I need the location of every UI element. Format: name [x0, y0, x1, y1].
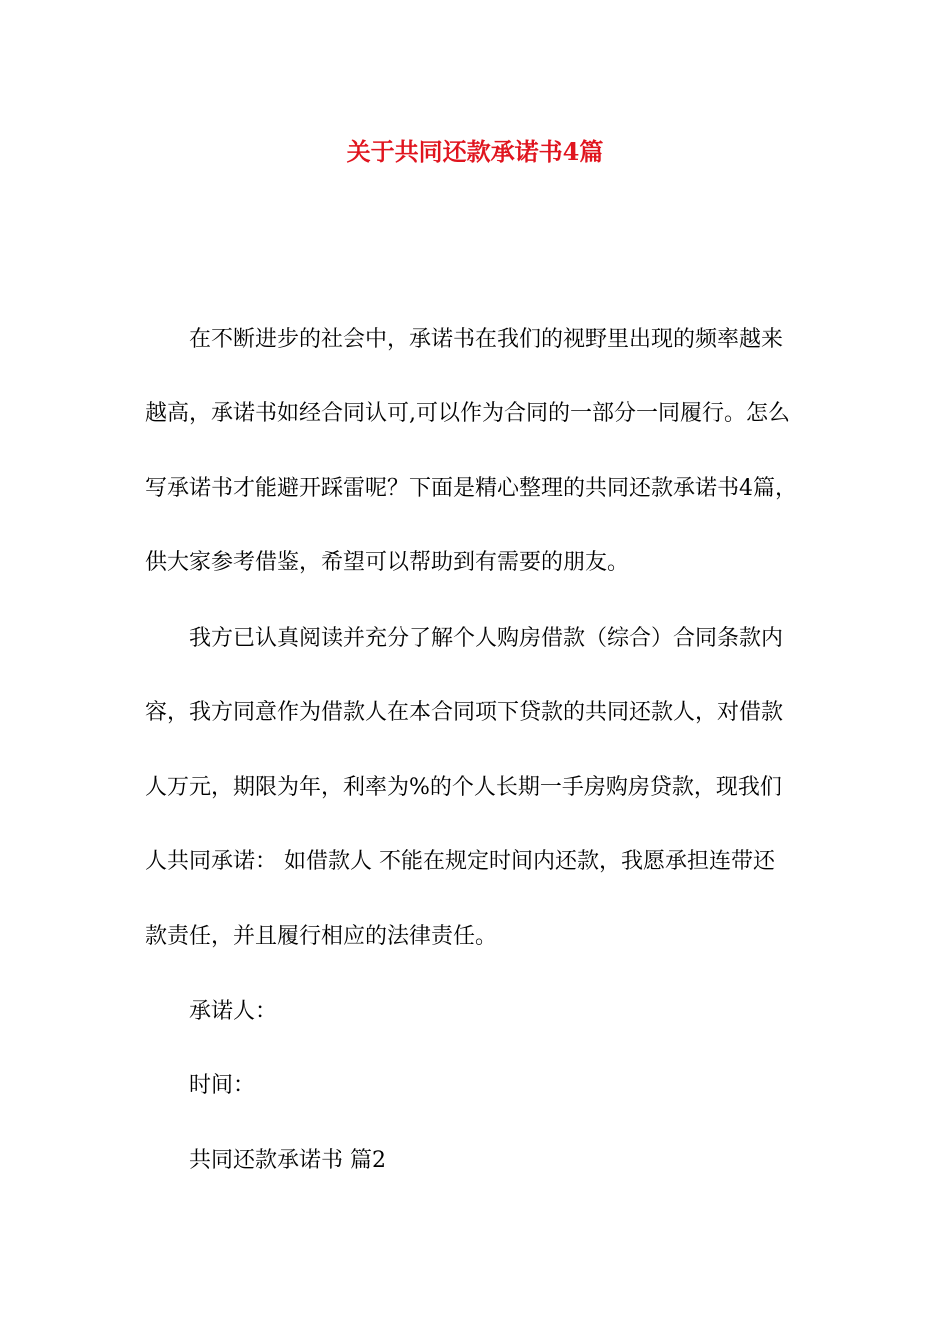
paragraph-line: 人共同承诺： 如借款人 不能在规定时间内还款，我愿承担连带还 — [145, 849, 775, 874]
paragraph-line: 我方已认真阅读并充分了解个人购房借款（综合）合同条款内 — [189, 626, 784, 651]
paragraph-line: 人万元，期限为年，利率为%的个人长期一手房购房贷款，现我们 — [145, 775, 782, 800]
paragraph-line: 在不断进步的社会中，承诺书在我们的视野里出现的频率越来 — [189, 327, 784, 352]
paragraph-line: 供大家参考借鉴，希望可以帮助到有需要的朋友。 — [145, 550, 630, 575]
paragraph-line: 写承诺书才能避开踩雷呢？下面是精心整理的共同还款承诺书4篇， — [145, 476, 797, 501]
document-title: 关于共同还款承诺书4篇 — [346, 137, 604, 166]
signatory-label: 承诺人： — [189, 999, 278, 1024]
date-label: 时间： — [189, 1073, 256, 1098]
section-heading: 共同还款承诺书 篇2 — [189, 1148, 386, 1173]
paragraph-line: 越高，承诺书如经合同认可,可以作为合同的一部分一同履行。怎么 — [145, 401, 790, 426]
paragraph-line: 款责任，并且履行相应的法律责任。 — [145, 924, 498, 949]
paragraph-line: 容，我方同意作为借款人在本合同项下贷款的共同还款人，对借款 — [145, 700, 784, 725]
